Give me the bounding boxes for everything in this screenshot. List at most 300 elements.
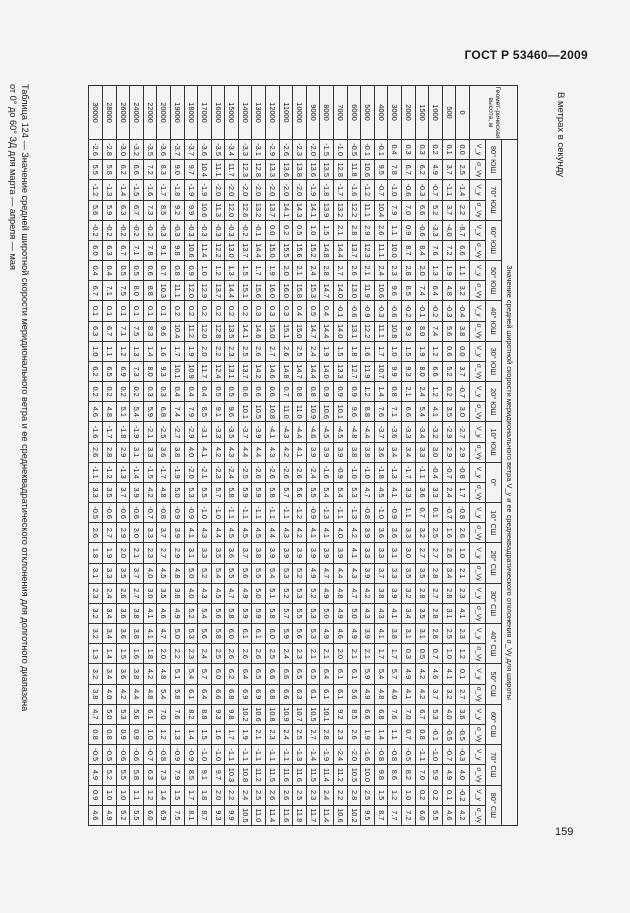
value-cell: 11.3 [211, 200, 225, 220]
value-cell: 4.3 [347, 563, 361, 583]
value-cell: 5.2 [102, 765, 116, 785]
value-cell: -1.3 [116, 462, 130, 482]
value-cell: 4.2 [279, 442, 293, 462]
value-cell: 13.9 [320, 200, 334, 220]
value-cell: -2.0 [238, 180, 252, 200]
value-cell: -2.0 [225, 180, 239, 200]
altitude-cell: 5000 [361, 86, 375, 140]
value-cell: -2.0 [306, 140, 320, 160]
value-cell: 2.5 [238, 341, 252, 361]
value-cell: 16.0 [279, 281, 293, 301]
value-cell: 3.4 [402, 442, 416, 462]
value-cell: 7.2 [442, 240, 456, 260]
altitude-cell: 24000 [130, 86, 144, 140]
value-cell: 6.4 [320, 664, 334, 684]
value-cell: 2.4 [374, 261, 388, 281]
value-cell: 0.9 [130, 724, 144, 744]
value-cell: -0.3 [157, 220, 171, 240]
value-cell: -1.9 [320, 745, 334, 765]
value-cell: -0.1 [252, 220, 266, 240]
wind-table [88, 85, 518, 826]
table-row [102, 86, 116, 826]
value-cell: 5.0 [102, 704, 116, 724]
value-cell: 13.3 [266, 160, 280, 180]
value-cell: 0.4 [184, 382, 198, 402]
value-cell: -0.1 [361, 140, 375, 160]
value-cell: 4.6 [157, 603, 171, 623]
value-cell: -0.3 [374, 301, 388, 321]
latitude-header: 10° ЮШ [486, 422, 502, 462]
value-cell: 1.1 [402, 503, 416, 523]
value-cell: -1.1 [415, 745, 429, 765]
value-cell: 3.3 [388, 563, 402, 583]
value-cell: -0.9 [170, 503, 184, 523]
value-cell: 6.6 [279, 684, 293, 704]
value-cell: 2.9 [116, 442, 130, 462]
value-cell: 0.2 [225, 301, 239, 321]
value-cell: 0.4 [89, 261, 103, 281]
value-cell: 5.6 [442, 321, 456, 341]
vy-subheader: V_y [470, 503, 486, 523]
value-cell: 3.6 [415, 482, 429, 502]
value-cell: 0.9 [184, 261, 198, 281]
value-cell: 2.0 [279, 261, 293, 281]
value-cell: 4.3 [279, 523, 293, 543]
value-cell: 7.1 [116, 321, 130, 341]
value-cell: 3.9 [361, 523, 375, 543]
value-cell: 5.0 [252, 583, 266, 603]
value-cell: 6.1 [347, 664, 361, 684]
value-cell: -1.9 [184, 180, 198, 200]
value-cell: -1.1 [252, 745, 266, 765]
value-cell: 5.9 [429, 765, 443, 785]
value-cell: 4.1 [198, 442, 212, 462]
latitude-header: 80° СШ [486, 785, 502, 826]
value-cell: 4.6 [334, 624, 348, 644]
vy-subheader: V_y [470, 422, 486, 442]
value-cell: -0.3 [456, 745, 470, 765]
value-cell: 8.0 [415, 361, 429, 381]
altitude-cell: 500 [442, 86, 456, 140]
value-cell: 11.8 [347, 160, 361, 180]
value-cell: 0.3 [402, 140, 416, 160]
value-cell: -0.2 [89, 220, 103, 240]
value-cell: 4.0 [102, 684, 116, 704]
value-cell: 0.3 [143, 382, 157, 402]
value-cell: 3.4 [102, 664, 116, 684]
value-cell: 3.3 [143, 523, 157, 543]
value-cell: 8.0 [415, 321, 429, 341]
vy-subheader: V_y [470, 301, 486, 321]
value-cell: 0.7 [157, 261, 171, 281]
value-cell: 13.0 [347, 281, 361, 301]
value-cell: 3.9 [388, 583, 402, 603]
value-cell: 2.0 [211, 785, 225, 805]
value-cell: -0.2 [238, 220, 252, 240]
value-cell: -1.1 [238, 503, 252, 523]
value-cell: 6.6 [402, 402, 416, 422]
value-cell: 13.0 [225, 240, 239, 260]
value-cell: -0.1 [415, 301, 429, 321]
value-cell: -3.7 [374, 422, 388, 442]
value-cell: 2.4 [279, 724, 293, 744]
value-cell: 1.1 [388, 724, 402, 744]
value-cell: -0.6 [102, 503, 116, 523]
value-cell: 3.0 [456, 402, 470, 422]
value-cell: -0.8 [388, 745, 402, 765]
value-cell: 0.6 [266, 382, 280, 402]
value-cell: 13.1 [225, 361, 239, 381]
value-cell: 4.0 [388, 684, 402, 704]
value-cell: 1.2 [361, 382, 375, 402]
value-cell: 10.4 [170, 321, 184, 341]
value-cell: 4.1 [184, 523, 198, 543]
value-cell: 1.1 [456, 261, 470, 281]
value-cell: 0.8 [170, 261, 184, 281]
value-cell: 11.4 [266, 805, 280, 825]
value-cell: 3.6 [388, 523, 402, 543]
value-cell: 0.1 [102, 301, 116, 321]
value-cell: 6.2 [225, 664, 239, 684]
value-cell: 14.0 [334, 321, 348, 341]
value-cell: 6.3 [143, 765, 157, 785]
value-cell: 8.3 [143, 321, 157, 341]
value-cell: 15.8 [293, 281, 307, 301]
value-cell: 14.1 [238, 321, 252, 341]
value-cell: 0.6 [238, 382, 252, 402]
value-cell: -1.4 [116, 180, 130, 200]
value-cell: 3.7 [130, 563, 144, 583]
value-cell: 12.3 [361, 240, 375, 260]
value-cell: 0.1 [143, 301, 157, 321]
value-cell: 0.7 [402, 724, 416, 744]
value-cell: 3.5 [211, 543, 225, 563]
value-cell: 9.3 [157, 361, 171, 381]
value-cell: 1.0 [442, 644, 456, 664]
value-cell: -1.5 [130, 180, 144, 200]
value-cell: 3.3 [374, 543, 388, 563]
value-cell: 2.5 [442, 624, 456, 644]
value-cell: 7.8 [143, 240, 157, 260]
value-cell: 10.1 [334, 402, 348, 422]
value-cell: 14.6 [266, 361, 280, 381]
value-cell: 10.1 [170, 361, 184, 381]
value-cell: 6.8 [374, 704, 388, 724]
value-cell: -3.9 [252, 422, 266, 442]
value-cell: 6.6 [266, 664, 280, 684]
value-cell: 7.0 [402, 200, 416, 220]
value-cell: 3.1 [130, 442, 144, 462]
altitude-cell: 1000 [429, 86, 443, 140]
value-cell: 6.6 [279, 664, 293, 684]
value-cell: 5.9 [102, 200, 116, 220]
value-cell: 14.7 [320, 281, 334, 301]
value-cell: 3.5 [442, 402, 456, 422]
value-cell: 5.8 [170, 684, 184, 704]
value-cell: 1.3 [225, 261, 239, 281]
value-cell: -0.9 [334, 462, 348, 482]
value-cell: 4.9 [306, 563, 320, 583]
value-cell: 1.7 [456, 482, 470, 502]
value-cell: -2.6 [279, 140, 293, 160]
value-cell: 6.5 [252, 664, 266, 684]
value-cell: 4.3 [198, 583, 212, 603]
value-cell: 10.3 [225, 765, 239, 785]
value-cell: 1.4 [143, 341, 157, 361]
value-cell: 10.6 [320, 402, 334, 422]
value-cell: 0.8 [306, 382, 320, 402]
value-cell: 0.4 [293, 301, 307, 321]
value-cell: 5.3 [184, 482, 198, 502]
value-cell: 5.5 [130, 805, 144, 825]
value-cell: 5.9 [238, 482, 252, 502]
value-cell: -0.6 [130, 745, 144, 765]
value-cell: 4.2 [456, 805, 470, 825]
value-cell: 7.4 [415, 281, 429, 301]
altitude-cell: 26000 [116, 86, 130, 140]
value-cell: 1.0 [402, 785, 416, 805]
value-cell: -0.2 [116, 220, 130, 240]
value-cell: 5.0 [170, 624, 184, 644]
sigma-subheader: σ_Vy [470, 563, 486, 583]
value-cell: 0.6 [143, 261, 157, 281]
value-cell: 11.1 [374, 240, 388, 260]
value-cell: 4.0 [442, 704, 456, 724]
value-cell: 3.9 [293, 543, 307, 563]
value-cell: 6.1 [320, 684, 334, 704]
value-cell: 9.6 [157, 321, 171, 341]
value-cell: 2.6 [374, 220, 388, 240]
value-cell: -3.6 [157, 140, 171, 160]
value-cell: -1.6 [89, 422, 103, 442]
value-cell: 12.2 [361, 321, 375, 341]
value-cell: 5.4 [157, 684, 171, 704]
value-cell: 0.3 [279, 301, 293, 321]
value-cell: -1.3 [320, 503, 334, 523]
value-cell: 10.4 [374, 200, 388, 220]
value-cell: 5.5 [198, 482, 212, 502]
value-cell: -2.4 [225, 462, 239, 482]
value-cell: -1.0 [198, 503, 212, 523]
value-cell: 4.2 [347, 523, 361, 543]
value-cell: 1.4 [374, 382, 388, 402]
value-cell: 5.6 [130, 704, 144, 724]
value-cell: 1.3 [130, 341, 144, 361]
value-cell: -2.6 [89, 140, 103, 160]
value-cell: -3.6 [388, 422, 402, 442]
value-cell: 1.6 [442, 523, 456, 543]
latitude-header: 50° СШ [486, 664, 502, 704]
value-cell: 6.4 [429, 281, 443, 301]
value-cell: -2.6 [293, 462, 307, 482]
value-cell: 1.0 [143, 724, 157, 744]
value-cell: 14.4 [225, 281, 239, 301]
value-cell: 8.0 [143, 361, 157, 381]
value-cell: -2.5 [238, 462, 252, 482]
vy-subheader: V_y [470, 382, 486, 402]
value-cell: 3.6 [116, 664, 130, 684]
value-cell: 5.9 [279, 624, 293, 644]
value-cell: 2.7 [102, 523, 116, 543]
table-row [320, 86, 334, 826]
value-cell: 1.2 [143, 785, 157, 805]
value-cell: 6.6 [429, 361, 443, 381]
value-cell: -0.7 [374, 180, 388, 200]
value-cell: 10.8 [266, 704, 280, 724]
value-cell: -1.4 [130, 462, 144, 482]
altitude-cell: 19000 [170, 86, 184, 140]
value-cell: 15.5 [279, 240, 293, 260]
value-cell: -0.7 [442, 503, 456, 523]
vy-subheader: V_y [470, 745, 486, 765]
value-cell: 3.8 [170, 583, 184, 603]
value-cell: 2.7 [334, 261, 348, 281]
value-cell: 2.4 [442, 482, 456, 502]
value-cell: 4.2 [415, 684, 429, 704]
value-cell: 6.4 [238, 664, 252, 684]
sigma-subheader: σ_Vy [470, 200, 486, 220]
altitude-cell: 30000 [89, 86, 103, 140]
value-cell: -3.7 [184, 140, 198, 160]
value-cell: 5.5 [225, 563, 239, 583]
value-cell: 3.2 [456, 281, 470, 301]
table-row [402, 86, 416, 826]
value-cell: 1.2 [116, 341, 130, 361]
value-cell: -4.6 [306, 422, 320, 442]
value-cell: 14.7 [293, 361, 307, 381]
value-cell: -0.3 [225, 220, 239, 240]
altitude-cell: 0 [456, 86, 470, 140]
value-cell: 7.6 [429, 240, 443, 260]
value-cell: 2.4 [320, 785, 334, 805]
value-cell: 2.5 [252, 785, 266, 805]
value-cell: -1.2 [293, 503, 307, 523]
latitude-header: 70° СШ [486, 745, 502, 785]
value-cell: 2.2 [211, 341, 225, 361]
latitude-header: 40° СШ [486, 624, 502, 664]
value-cell: 0.4 [198, 382, 212, 402]
table-row [89, 86, 103, 826]
value-cell: -0.9 [361, 301, 375, 321]
table-row [334, 86, 348, 826]
value-cell: 3.8 [130, 603, 144, 623]
value-cell: -2.6 [266, 462, 280, 482]
value-cell: 3.9 [306, 442, 320, 462]
value-cell: 1.2 [211, 261, 225, 281]
value-cell: 7.2 [402, 805, 416, 825]
value-cell: 4.1 [456, 603, 470, 623]
value-cell: -2.3 [211, 462, 225, 482]
value-cell: 4.1 [388, 482, 402, 502]
value-cell: 4.8 [334, 583, 348, 603]
value-cell: 4.0 [334, 523, 348, 543]
value-cell: 1.6 [130, 644, 144, 664]
value-cell: 1.0 [116, 785, 130, 805]
value-cell: 1.0 [456, 543, 470, 563]
value-cell: 7.3 [130, 361, 144, 381]
value-cell: 5.7 [198, 664, 212, 684]
vy-subheader: V_y [470, 624, 486, 644]
value-cell: 1.9 [102, 543, 116, 563]
value-cell: -2.0 [211, 180, 225, 200]
value-cell: 2.2 [225, 785, 239, 805]
value-cell: 3.1 [184, 543, 198, 563]
value-cell: -2.0 [252, 180, 266, 200]
value-cell: 4.1 [402, 684, 416, 704]
value-cell: 5.5 [293, 603, 307, 623]
value-cell: 3.9 [130, 482, 144, 502]
sigma-subheader: σ_Vy [470, 765, 486, 785]
value-cell: 8.7 [402, 240, 416, 260]
value-cell: -2.7 [170, 422, 184, 442]
value-cell: -4.5 [320, 422, 334, 442]
value-cell: 0.5 [130, 261, 144, 281]
value-cell: 1.7 [374, 341, 388, 361]
value-cell: 5.5 [252, 563, 266, 583]
value-cell: 3.3 [361, 543, 375, 563]
table-caption [8, 84, 34, 784]
value-cell: 8.8 [198, 704, 212, 724]
value-cell: 8.6 [388, 765, 402, 785]
table-row [279, 86, 293, 826]
value-cell: -0.8 [157, 745, 171, 765]
value-cell: 5.0 [320, 603, 334, 623]
value-cell: 4.8 [102, 402, 116, 422]
value-cell: 4.5 [238, 523, 252, 543]
value-cell: 6.3 [89, 321, 103, 341]
value-cell: -4.0 [442, 220, 456, 240]
value-cell: 5.7 [388, 664, 402, 684]
value-cell: -1.3 [293, 745, 307, 765]
value-cell: 4.4 [211, 523, 225, 543]
value-cell: 5.6 [198, 624, 212, 644]
value-cell: -2.1 [198, 462, 212, 482]
table-row [211, 86, 225, 826]
value-cell: 11.2 [252, 765, 266, 785]
value-cell: 2.3 [456, 583, 470, 603]
value-cell: 4.1 [388, 603, 402, 623]
value-cell: -0.7 [429, 180, 443, 200]
latitude-header: 40° ЮШ [486, 301, 502, 341]
value-cell: -1.1 [225, 503, 239, 523]
value-cell: 4.6 [429, 664, 443, 684]
value-cell: 4.2 [143, 482, 157, 502]
value-cell: -2.9 [442, 422, 456, 442]
sigma-subheader: σ_Vy [470, 724, 486, 744]
value-cell: 13.7 [238, 361, 252, 381]
value-cell: 6.8 [225, 684, 239, 704]
value-cell: 8.8 [361, 402, 375, 422]
value-cell: 5.6 [347, 684, 361, 704]
value-cell: 14.0 [334, 281, 348, 301]
value-cell: -2.7 [456, 422, 470, 442]
value-cell: 9.6 [225, 402, 239, 422]
vy-subheader: V_y [470, 664, 486, 684]
latitude-header: 10° СШ [486, 503, 502, 543]
value-cell: -0.7 [456, 382, 470, 402]
value-cell: 11.0 [293, 402, 307, 422]
value-cell: 0.4 [170, 382, 184, 402]
value-cell: -1.3 [347, 503, 361, 523]
altitude-header: Геомет-рическая высота, м [470, 86, 518, 140]
value-cell: 9.9 [184, 200, 198, 220]
value-cell: 5.6 [211, 603, 225, 623]
value-cell: -4.4 [361, 422, 375, 442]
value-cell: 4.8 [157, 664, 171, 684]
value-cell: -1.7 [334, 180, 348, 200]
value-cell: 2.2 [170, 644, 184, 664]
value-cell: 11.1 [361, 200, 375, 220]
